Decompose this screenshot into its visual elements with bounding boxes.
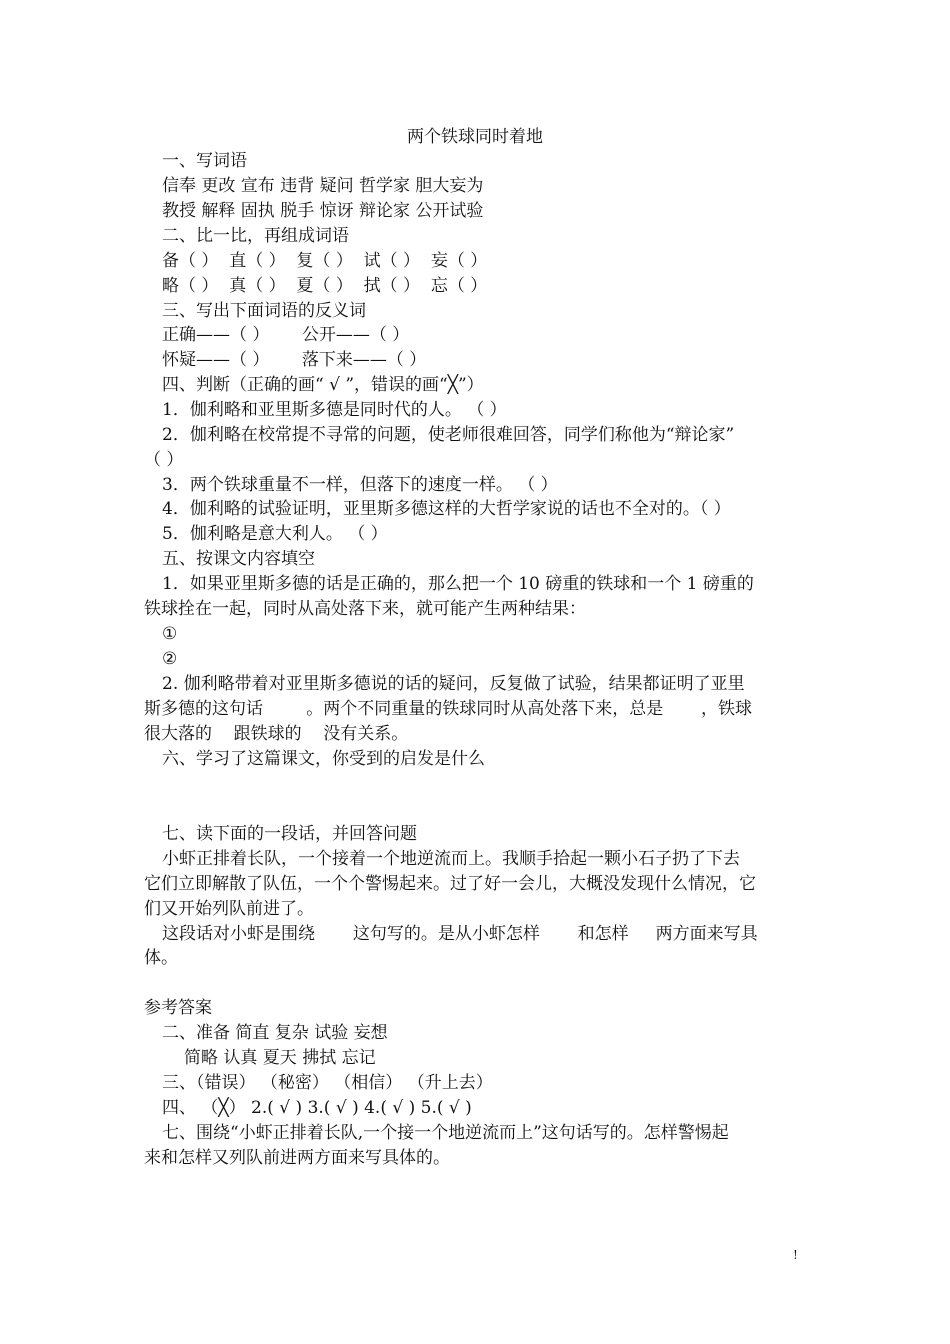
judge-item-2: 2．伽利略在校常提不寻常的问题，使老师很难回答，同学们称他为“辩论家” <box>162 425 735 445</box>
section-heading-7: 七、读下面的一段话，并回答问题 <box>162 824 417 844</box>
fill-item-2: 2. 伽利略带着对亚里斯多德说的话的疑问，反复做了试验，结果都证明了亚里 <box>162 674 745 694</box>
answer-7-line-2: 来和怎样又列队前进两方面来写具体的。 <box>144 1148 450 1168</box>
question-line-2: 体。 <box>144 948 178 968</box>
footer-mark: ! <box>793 1248 798 1262</box>
result-2: ② <box>162 649 178 669</box>
vocab-line-2: 教授 解释 固执 脱手 惊讶 辩论家 公开试验 <box>162 201 484 221</box>
judge-item-5: 5．伽利略是意大利人。 （ ） <box>162 524 388 544</box>
section-heading-3: 三、写出下面词语的反义词 <box>162 301 366 321</box>
section-heading-5: 五、按课文内容填空 <box>162 549 315 569</box>
judge-item-3: 3．两个铁球重量不一样，但落下的速度一样。 （ ） <box>162 475 558 495</box>
fill-item-1-cont: 铁球拴在一起，同时从高处落下来，就可能产生两种结果： <box>144 599 586 619</box>
compare-line-1: 备（ ） 直（ ） 复（ ） 试（ ） 妄（ ） <box>162 251 488 271</box>
section-heading-6: 六、学习了这篇课文，你受到的启发是什么 <box>162 749 485 769</box>
compare-line-2: 略（ ） 真（ ） 夏（ ） 拭（ ） 忘（ ） <box>162 276 488 296</box>
section-heading-1: 一、写词语 <box>162 151 247 171</box>
fill-item-2-cont: 斯多德的这句话 。两个不同重量的铁球同时从高处落下来，总是 ，铁球 <box>144 699 753 719</box>
answers-heading: 参考答案 <box>144 998 212 1018</box>
passage-line-2: 它们立即解散了队伍，一个个警惕起来。过了好一会儿，大概没发现什么情况，它 <box>144 874 756 894</box>
fill-item-2-end: 很大落的 跟铁球的 没有关系。 <box>144 724 409 744</box>
judge-item-2-bracket: （ ） <box>144 450 184 470</box>
passage-line-1: 小虾正排着长队，一个接着一个地逆流而上。我顺手拾起一颗小石子扔了下去 <box>162 849 740 869</box>
answer-2-line-1: 二、准备 简直 复杂 试验 妄想 <box>162 1023 388 1043</box>
judge-item-1: 1．伽利略和亚里斯多德是同时代的人。 （ ） <box>162 400 507 420</box>
fill-item-1: 1．如果亚里斯多德的话是正确的，那么把一个 10 磅重的铁球和一个 1 磅重的 <box>162 574 754 594</box>
answer-2-line-2: 简略 认真 夏天 拂拭 忘记 <box>184 1048 376 1068</box>
section-heading-4: 四、判断（正确的画“ √ ”，错误的画“╳”） <box>162 375 484 395</box>
document-title: 两个铁球同时着地 <box>407 127 543 147</box>
antonym-line-1: 正确——（ ） 公开——（ ） <box>162 325 410 345</box>
vocab-line-1: 信奉 更改 宣布 违背 疑问 哲学家 胆大妄为 <box>162 176 484 196</box>
passage-line-3: 们又开始列队前进了。 <box>144 899 314 919</box>
judge-item-4: 4．伽利略的试验证明，亚里斯多德这样的大哲学家说的话也不全对的。（ ） <box>162 499 731 519</box>
question-line-1: 这段话对小虾是围绕 这句写的。是从小虾怎样 和怎样 两方面来写具 <box>162 924 758 944</box>
answer-3: 三、（错误） （秘密） （相信） （升上去） <box>162 1073 493 1093</box>
answer-4: 四、 （╳） 2.( √ ) 3.( √ ) 4.( √ ) 5.( √ ) <box>162 1098 472 1118</box>
answer-7-line-1: 七、围绕“小虾正排着长队,一个接一个地逆流而上”这句话写的。怎样警惕起 <box>162 1123 729 1143</box>
result-1: ① <box>162 624 178 644</box>
antonym-line-2: 怀疑——（ ） 落下来——（ ） <box>162 350 427 370</box>
section-heading-2: 二、比一比，再组成词语 <box>162 226 349 246</box>
